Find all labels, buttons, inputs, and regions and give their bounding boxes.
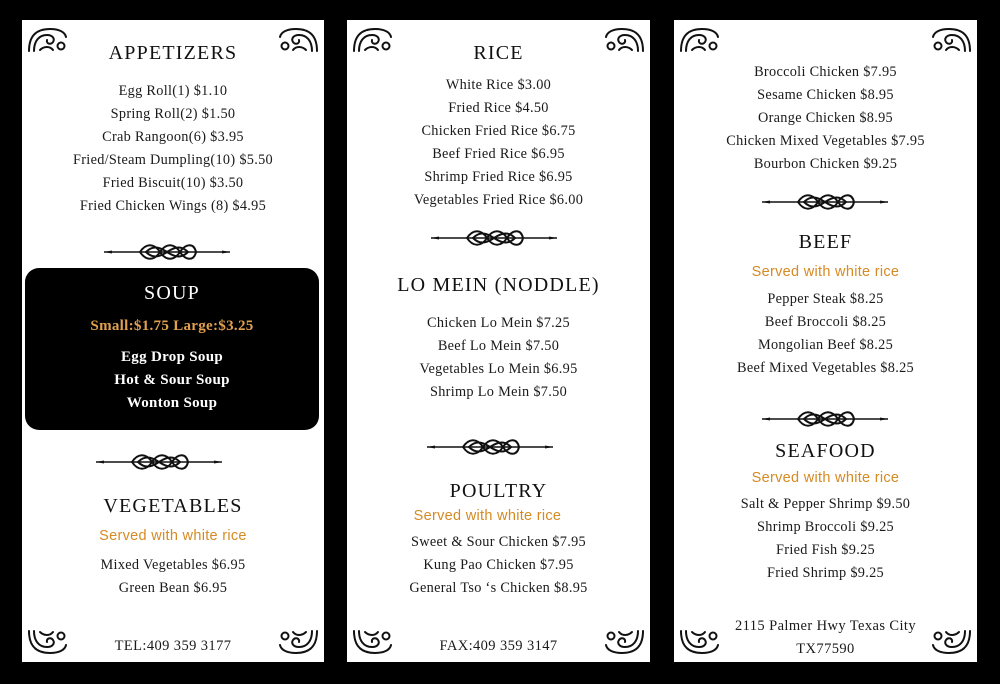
scroll-flourish-icon: [678, 24, 720, 54]
fax-number: FAX:409 359 3147: [439, 638, 558, 654]
menu-item: Fried Shrimp $9.25: [767, 565, 884, 581]
menu-item: Fried Chicken Wings (8) $4.95: [79, 198, 267, 214]
soup-section: [25, 268, 319, 430]
menu-item: Sweet & Sour Chicken $7.95: [411, 534, 586, 550]
knot-divider-icon: [94, 451, 224, 473]
menu-item: Egg Drop Soup: [121, 349, 223, 365]
menu-item: Fried Fish $9.25: [776, 542, 875, 558]
menu-item: Kung Pao Chicken $7.95: [423, 557, 574, 573]
knot-divider-icon: [760, 408, 890, 430]
menu-item: Fried Rice $4.50: [448, 100, 549, 116]
menu-item: Egg Roll(1) $1.10: [118, 83, 228, 99]
menu-item: White Rice $3.00: [445, 77, 552, 93]
knot-divider-icon: [102, 241, 232, 263]
menu-item: Crab Rangoon(6) $3.95: [102, 129, 244, 145]
menu-item: Shrimp Fried Rice $6.95: [424, 169, 573, 185]
menu-item: Bourbon Chicken $9.25: [753, 156, 898, 172]
soup-heading: SOUP: [144, 282, 200, 304]
menu-item: Beef Fried Rice $6.95: [432, 146, 565, 162]
menu-item: Spring Roll(2) $1.50: [110, 106, 236, 122]
served-with-rice-note: Served with white rice: [751, 264, 900, 280]
soup-price: Small:$1.75 Large:$3.25: [90, 318, 254, 334]
menu-item: Chicken Mixed Vegetables $7.95: [726, 133, 925, 149]
knot-divider-icon: [760, 191, 890, 213]
menu-item: Mixed Vegetables $6.95: [100, 557, 246, 573]
menu-item: Pepper Steak $8.25: [767, 291, 884, 307]
served-with-rice-note: Served with white rice: [99, 528, 247, 544]
menu-item: Beef Lo Mein $7.50: [437, 338, 560, 354]
seafood-heading: SEAFOOD: [775, 440, 876, 462]
menu-item: Fried Biscuit(10) $3.50: [102, 175, 244, 191]
menu-item: General Tso ‘s Chicken $8.95: [409, 580, 588, 596]
telephone-number: TEL:409 359 3177: [114, 638, 232, 654]
menu-item: Beef Mixed Vegetables $8.25: [737, 360, 914, 376]
menu-item: Chicken Lo Mein $7.25: [427, 315, 570, 331]
appetizers-heading: APPETIZERS: [108, 42, 238, 64]
menu-item: Fried/Steam Dumpling(10) $5.50: [72, 152, 273, 168]
menu-item: Mongolian Beef $8.25: [757, 337, 894, 353]
menu-item: Orange Chicken $8.95: [757, 110, 894, 126]
knot-divider-icon: [429, 227, 559, 249]
menu-item: Sesame Chicken $8.95: [757, 87, 894, 103]
rice-heading: RICE: [473, 42, 524, 64]
lo-mein-heading: LO MEIN (NODDLE): [397, 274, 600, 296]
served-with-rice-note: Served with white rice: [413, 508, 562, 524]
address-line-1: 2115 Palmer Hwy Texas City: [735, 618, 916, 634]
menu-item: Green Bean $6.95: [118, 580, 228, 596]
menu-panel-2: [347, 20, 650, 662]
menu-item: Wonton Soup: [126, 395, 218, 411]
menu-item: Shrimp Broccoli $9.25: [757, 519, 894, 535]
menu-item: Hot & Sour Soup: [114, 372, 230, 388]
menu-item: Chicken Fried Rice $6.75: [421, 123, 576, 139]
menu-item: Beef Broccoli $8.25: [764, 314, 887, 330]
beef-heading: BEEF: [798, 231, 853, 253]
knot-divider-icon: [425, 436, 555, 458]
menu-item: Vegetables Fried Rice $6.00: [413, 192, 584, 208]
served-with-rice-note: Served with white rice: [751, 470, 900, 486]
address-line-2: TX77590: [796, 641, 855, 657]
vegetables-heading: VEGETABLES: [103, 495, 243, 517]
menu-panel-1: [22, 20, 324, 662]
menu-item: Shrimp Lo Mein $7.50: [429, 384, 568, 400]
menu-item: Broccoli Chicken $7.95: [754, 64, 897, 80]
scroll-flourish-icon: [931, 24, 973, 54]
menu-item: Vegetables Lo Mein $6.95: [419, 361, 578, 377]
menu-item: Salt & Pepper Shrimp $9.50: [740, 496, 911, 512]
poultry-heading: POULTRY: [449, 480, 548, 502]
menu-panel-3: [674, 20, 977, 662]
